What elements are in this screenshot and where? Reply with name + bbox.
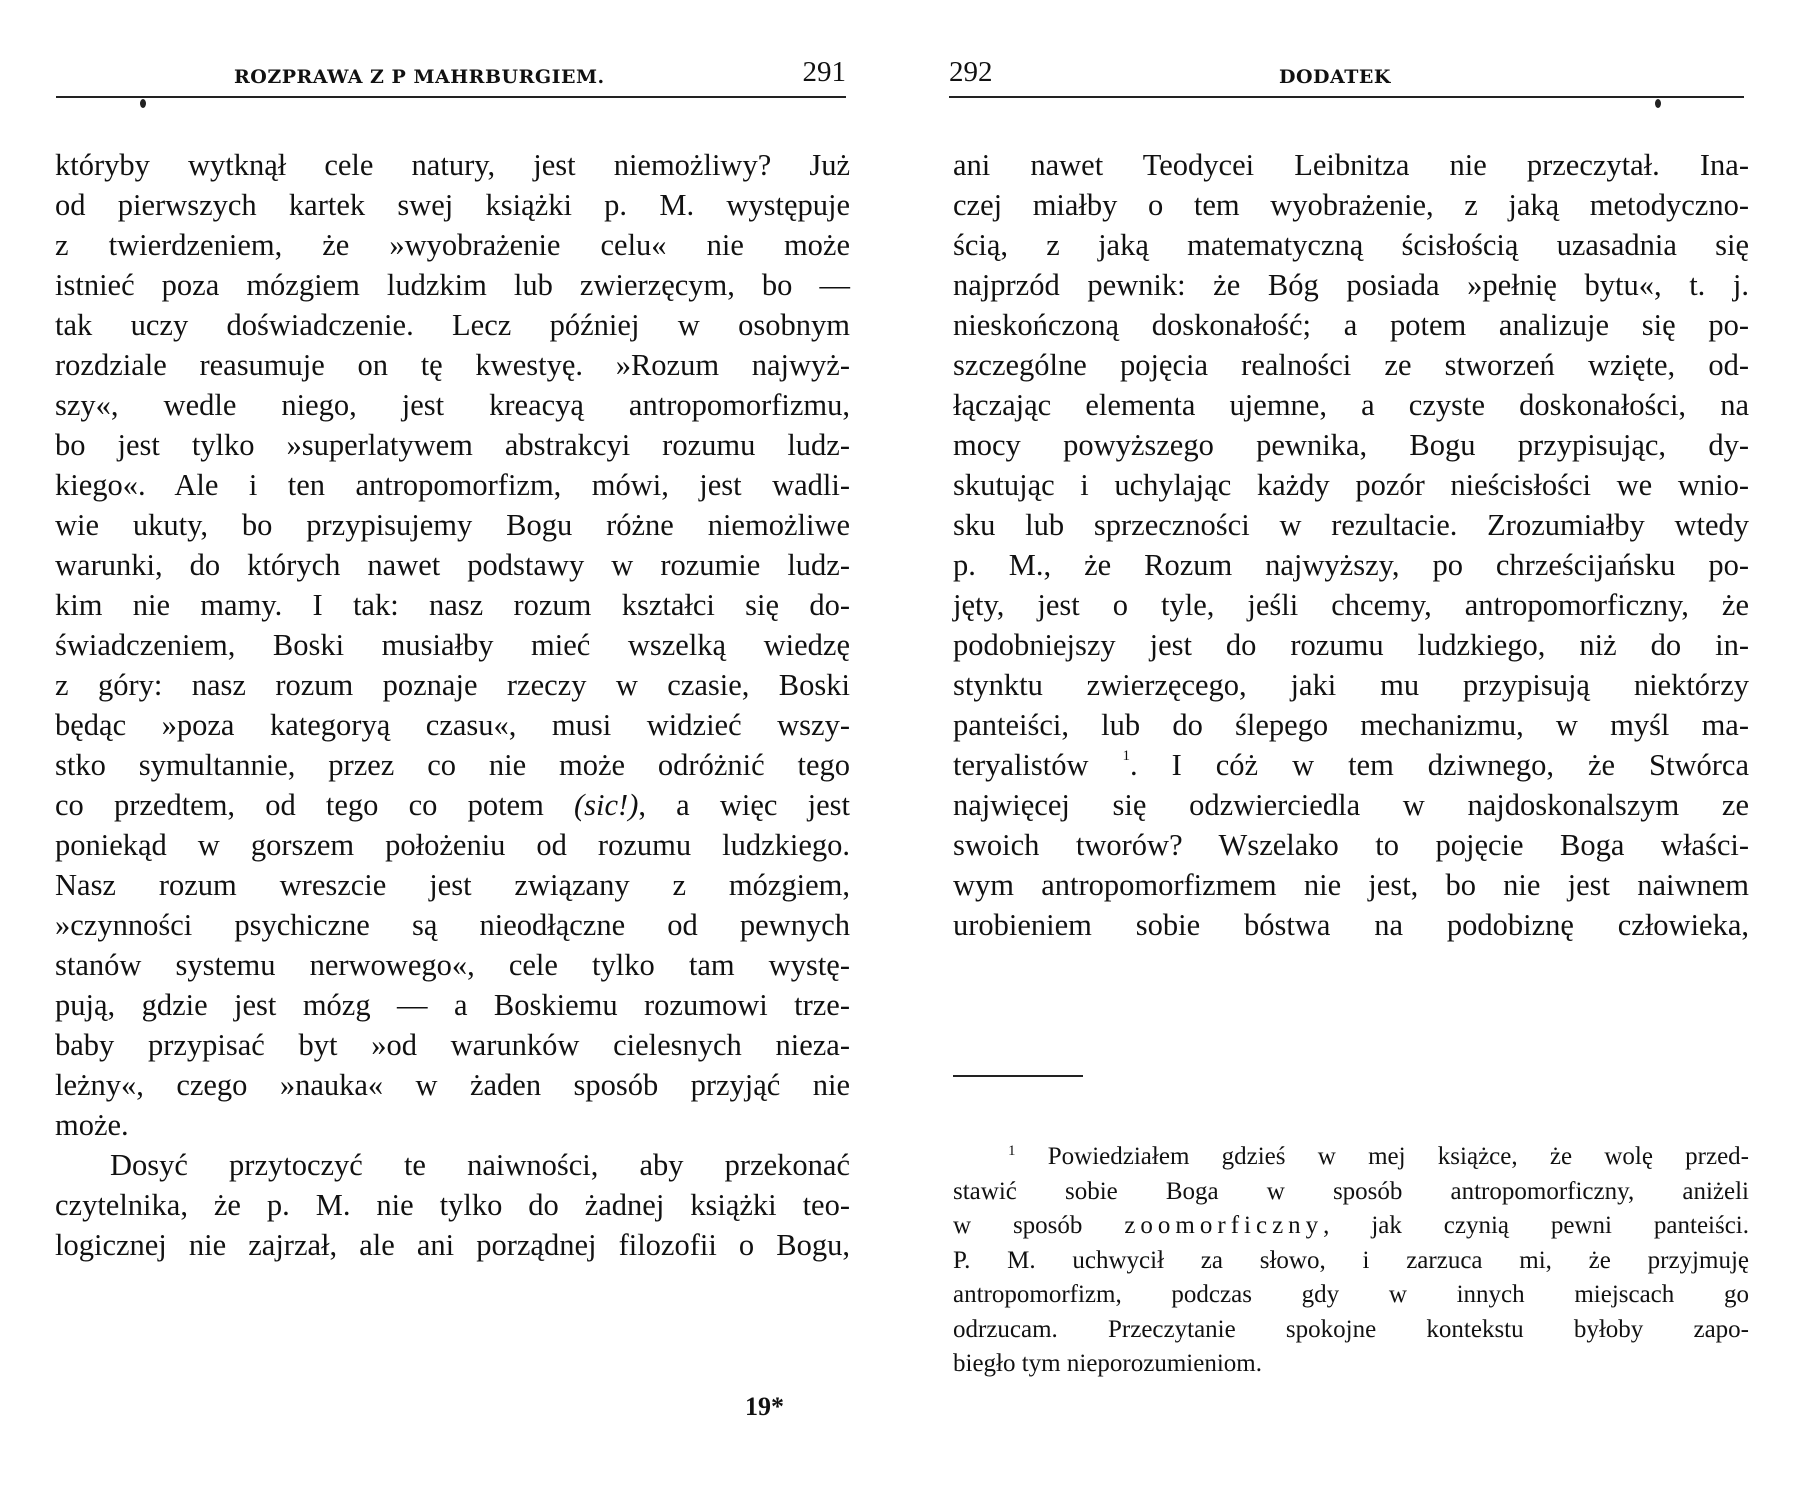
footnote-reference[interactable]: 1 — [1122, 748, 1131, 764]
footnote-rule — [953, 1075, 1083, 1077]
text-span: w sposób — [953, 1212, 1083, 1239]
text-line: ścią, z jaką matematyczną ścisłością uzasadnia się — [953, 228, 1749, 262]
text-line: z twierdzeniem, że »wyobrażenie celu« nie może — [55, 228, 850, 262]
text-line: będąc »poza kategoryą czasu«, musi widzieć wszy- — [55, 708, 850, 742]
running-title: ROZPRAWA Z P MAHRBURGIEM. — [234, 66, 605, 88]
footnote-line — [953, 1209, 1749, 1244]
text-span: co przedtem, od tego co potem — [55, 788, 544, 822]
text-line: baby przypisać byt »od warunków cielesnych nieza- — [55, 1028, 850, 1062]
right-page — [897, 0, 1794, 1500]
text-line: bo jest tylko »superlatywem abstrakcyi rozumu ludz- — [55, 428, 850, 462]
page-number: 292 — [949, 56, 993, 88]
text-line: najprzód pewnik: że Bóg posiada »pełnię bytu«, t. j. — [953, 268, 1749, 302]
text-line: czej miałby o tem wyobrażenie, z jaką metodyczno- — [953, 188, 1749, 222]
running-head — [949, 56, 1744, 96]
paragraph-start-line: Dosyć przytoczyć te naiwności, aby przekonać — [110, 1148, 850, 1182]
text-line: najwięcej się odzwierciedla w najdoskonalszym ze — [953, 788, 1749, 822]
text-line: stanów systemu nerwowego«, cele tylko tam wystę- — [55, 948, 850, 982]
text-line: szy«, wedle niego, jest kreacyą antropomorfizmu, — [55, 388, 850, 422]
text-span: . I cóż w tem dziwnego, że Stwórca — [1130, 748, 1749, 782]
text-line: poniekąd w gorszem położeniu od rozumu ludzkiego. — [55, 828, 850, 862]
text-line: któryby wytknął cele natury, jest niemożliwy? Już — [55, 148, 850, 182]
body-text — [953, 145, 1749, 945]
header-rule — [56, 96, 846, 98]
text-line: łączając elementa ujemne, a czyste doskonałości, na — [953, 388, 1749, 422]
text-line: podobniejszy jest do rozumu ludzkiego, niż do in- — [953, 628, 1749, 662]
text-line: nieskończoną doskonałość; a potem analizuje się po- — [953, 308, 1749, 342]
text-line: sku lub sprzeczności w rezultacie. Zrozumiałby wtedy — [953, 508, 1749, 542]
text-line: swoich tworów? Wszelako to pojęcie Boga właści- — [953, 828, 1749, 862]
text-line: leżny«, czego »nauka« w żaden sposób przyjąć nie — [55, 1068, 850, 1102]
footnote-line: P. M. uchwycił za słowo, i zarzuca mi, że przyjmuję — [953, 1246, 1749, 1274]
text-line: logicznej nie zajrzał, ale ani porządnej filozofii o Bogu, — [55, 1228, 850, 1262]
text-line: rozdziale reasumuje on tę kwestyę. »Rozum najwyż- — [55, 348, 850, 382]
text-line: mocy powyższego pewnika, Bogu przypisując, dy- — [953, 428, 1749, 462]
footnote-line: odrzucam. Przeczytanie spokojne kontekstu byłoby zapo- — [953, 1315, 1749, 1343]
text-line: tak uczy doświadczenie. Lecz później w osobnym — [55, 308, 850, 342]
text-span: teryalistów — [953, 748, 1089, 782]
text-line: istnieć poza mózgiem ludzkim lub zwierzęcym, bo — — [55, 268, 850, 302]
text-line: warunki, do których nawet podstawy w rozumie ludz- — [55, 548, 850, 582]
text-line: od pierwszych kartek swej książki p. M. występuje — [55, 188, 850, 222]
signature-mark: 19* — [745, 1392, 784, 1421]
footnote-line: stawić sobie Boga w sposób antropomorficzny, aniżeli — [953, 1177, 1749, 1205]
ink-speck — [1655, 99, 1661, 108]
text-span: , jak czynią pewni panteiści. — [1323, 1212, 1750, 1239]
text-line: kim nie mamy. I tak: nasz rozum kształci się do- — [55, 588, 850, 622]
running-head — [56, 56, 846, 96]
ink-speck — [140, 99, 146, 108]
text-line: wym antropomorfizmem nie jest, bo nie jest naiwnem — [953, 868, 1749, 902]
header-rule — [949, 96, 1744, 98]
running-title: DODATEK — [1279, 66, 1391, 88]
text-line: stynktu zwierzęcego, jaki mu przypisują niektórzy — [953, 668, 1749, 702]
text-line: ani nawet Teodycei Leibnitza nie przeczytał. Ina- — [953, 148, 1749, 182]
text-line: czytelnika, że p. M. nie tylko do żadnej książki teo- — [55, 1188, 850, 1222]
text-line: świadczeniem, Boski musiałby mieć wszelką wiedzę — [55, 628, 850, 662]
text-line: szczególne pojęcia realności ze stworzeń wzięte, od- — [953, 348, 1749, 382]
footnote-marker: 1 — [1008, 1143, 1016, 1159]
text-line: pują, gdzie jest mózg — a Boskiemu rozumowi trze- — [55, 988, 850, 1022]
sic-annotation: (sic!) — [574, 788, 639, 822]
text-line: p. M., że Rozum najwyższy, po chrześcijańsku po- — [953, 548, 1749, 582]
footnote — [953, 1140, 1749, 1382]
text-line: z góry: nasz rozum poznaje rzeczy w czasie, Boski — [55, 668, 850, 702]
text-line: »czynności psychiczne są nieodłączne od pewnych — [55, 908, 850, 942]
text-line: kiego«. Ale i ten antropomorfizm, mówi, jest wadli- — [55, 468, 850, 502]
text-line: panteiści, lub do ślepego mechanizmu, w myśl ma- — [953, 708, 1749, 742]
text-span: Powiedziałem gdzieś w mej książce, że wolę przed- — [1047, 1143, 1750, 1170]
text-line — [55, 785, 850, 825]
text-line: stko symultannie, przez co nie może odróżnić tego — [55, 748, 850, 782]
footnote-line: antropomorfizm, podczas gdy w innych miejscach go — [953, 1281, 1749, 1308]
text-line: skutując i uchylając każdy pozór nieścisłości we wnio- — [953, 468, 1749, 502]
text-line: Nasz rozum wreszcie jest związany z mózgiem, — [55, 868, 850, 902]
text-line — [953, 745, 1749, 785]
text-span: , a więc jest — [638, 788, 851, 822]
text-line: jęty, jest o tyle, jeśli chcemy, antropomorficzny, że — [953, 588, 1749, 622]
spaced-emphasis: zoomorficzny — [1124, 1212, 1324, 1239]
page-number: 291 — [802, 56, 846, 88]
footnote-line — [953, 1140, 1749, 1175]
text-line: urobieniem sobie bóstwa na podobiznę człowieka, — [953, 908, 1749, 942]
text-line: może. — [55, 1108, 129, 1142]
footnote-line: biegło tym nieporozumieniom. — [953, 1350, 1262, 1377]
text-line: wie ukuty, bo przypisujemy Bogu różne niemożliwe — [55, 508, 850, 542]
body-text — [55, 145, 850, 1265]
